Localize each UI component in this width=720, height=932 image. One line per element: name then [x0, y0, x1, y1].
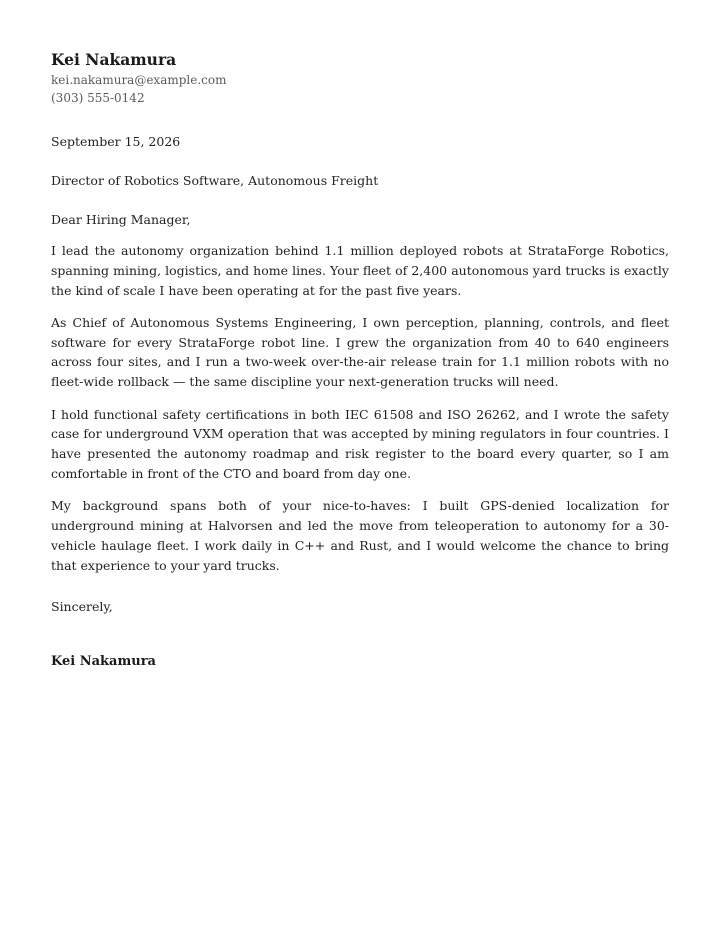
salutation: Dear Hiring Manager,	[51, 212, 191, 227]
sender-email: kei.nakamura@example.com	[51, 73, 227, 87]
letter-body	[51, 241, 669, 575]
letter-date: September 15, 2026	[51, 134, 181, 149]
recipient-line: Director of Robotics Software, Autonomous Freight	[51, 173, 379, 188]
sender-header	[51, 50, 669, 107]
closing: Sincerely,	[51, 599, 113, 615]
body-paragraph: I lead the autonomy organization behind 1.1 million deployed robots at StrataForge Robotics, spanning mining, logistics, and home lines. Your fleet of 2,400 autonomous yard trucks is exactly the kind of scale I have been operating at for the past five years.	[51, 243, 669, 298]
body-paragraph: My background spans both of your nice-to-haves: I built GPS-denied localization for underground mining at Halvorsen and led the move from teleoperation to autonomy for a 30-vehicle haulage fleet. I work daily in C++ and Rust, and I would welcome the chance to bring that experience to your yard trucks.	[51, 498, 669, 573]
body-paragraph: I hold functional safety certifications in both IEC 61508 and ISO 26262, and I wrote the safety case for underground VXM operation that was accepted by mining regulators in four countries. I have presented the autonomy roadmap and risk register to the board every quarter, so I am comfortable in front of the CTO and board from day one.	[51, 406, 669, 481]
signature-name: Kei Nakamura	[51, 654, 156, 670]
body-paragraph: As Chief of Autonomous Systems Engineering, I own perception, planning, controls, and fleet software for every StrataForge robot line. I grew the organization from 40 to 640 engineers across four sites, and I run a two-week over-the-air release train for 1.1 million robots with no fleet-wide rollback — the same discipline your next-generation trucks will need.	[51, 314, 669, 390]
sender-phone: (303) 555-0142	[51, 91, 145, 105]
sender-name: Kei Nakamura	[51, 50, 177, 69]
